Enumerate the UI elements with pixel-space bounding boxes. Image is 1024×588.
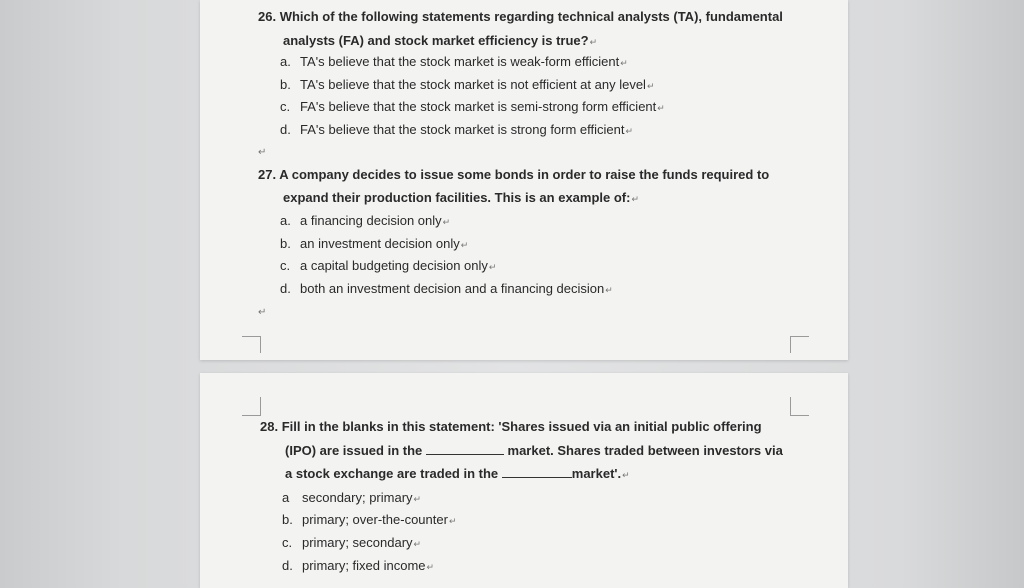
fill-in-blank [426,444,504,455]
question-26-option-a: a. TA's believe that the stock market is weak-form efficient↵ [280,54,628,69]
question-27-line-1 [258,167,769,182]
question-27-number: 27. [258,167,277,182]
question-26-line-2 [283,33,597,48]
paragraph-mark: ↵ [258,147,267,158]
question-26-text-2: analysts (FA) and stock market efficiency is true? [283,33,589,48]
question-27-text-2: expand their production facilities. This is an example of: [283,190,631,205]
question-27-option-c: c. a capital budgeting decision only↵ [280,258,497,273]
question-28-text-1: Fill in the blanks in this statement: 'Shares issued via an initial public offering [281,419,762,434]
margin-corner-mark [790,336,809,353]
question-27-option-d: d. both an investment decision and a financing decision↵ [280,281,613,296]
question-28-option-d: d. primary; fixed income↵ [282,558,435,573]
question-27-option-b: b. an investment decision only↵ [280,236,469,251]
question-28-option-c: c. primary; secondary↵ [282,535,422,550]
question-28-line-1 [260,419,762,434]
margin-corner-mark [790,397,809,416]
paragraph-mark: ↵ [258,307,267,318]
question-27-text-1: A company decides to issue some bonds in order to raise the funds required to [279,167,770,182]
paragraph-mark: ↵ [589,37,598,47]
question-26-line-1 [258,9,783,24]
question-28-option-b: b. primary; over-the-counter↵ [282,512,457,527]
question-26-option-d: d. FA's believe that the stock market is strong form efficient↵ [280,122,634,137]
question-26-option-c: c. FA's believe that the stock market is semi-strong form efficient↵ [280,99,665,114]
question-28-number: 28. [260,419,279,434]
question-26-number: 26. [258,9,277,24]
question-28-line-2: (IPO) are issued in the market. Shares traded between investors via [285,443,783,458]
fill-in-blank [502,467,572,478]
question-26-text-1: Which of the following statements regarding technical analysts (TA), fundamental [279,9,783,24]
question-28-line-3: a stock exchange are traded in the market'.↵ [285,466,630,481]
question-27-line-2: expand their production facilities. This is an example of:↵ [283,190,640,205]
question-28-option-a: a secondary; primary↵ [282,490,422,505]
margin-corner-mark [242,336,261,353]
question-26-option-b: b. TA's believe that the stock market is not efficient at any level↵ [280,77,655,92]
question-27-option-a: a. a financing decision only↵ [280,213,451,228]
margin-corner-mark [242,397,261,416]
